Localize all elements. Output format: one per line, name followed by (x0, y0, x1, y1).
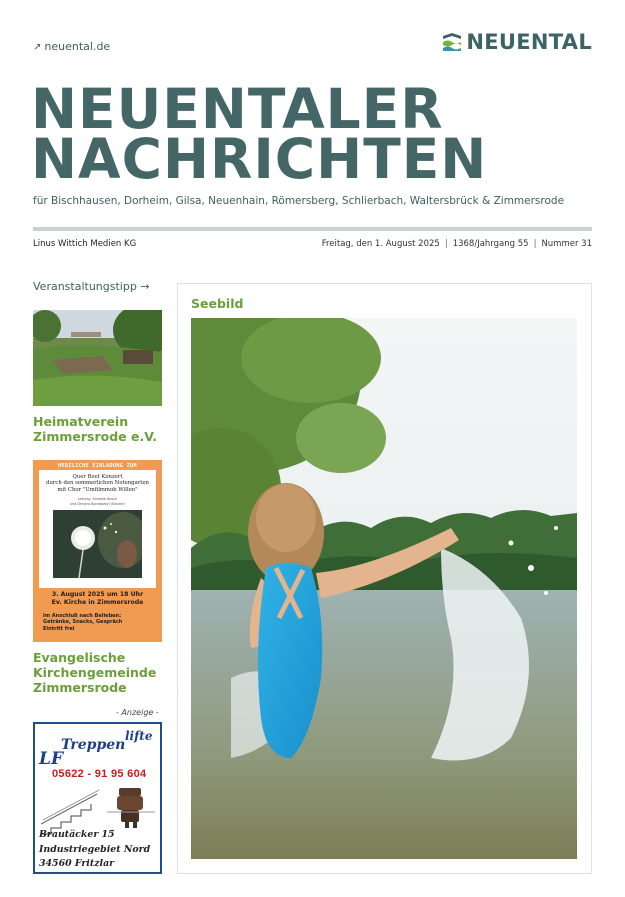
treppenlifte-advertisement[interactable] (33, 722, 162, 874)
lake-child-photo (191, 318, 577, 859)
cover-caption: Seebild (191, 296, 244, 311)
external-link-icon: ↗ (33, 42, 42, 53)
poster-card (39, 470, 156, 588)
issue-volume: 1368/Jahrgang 55 (452, 239, 529, 249)
ad-address-line-1: Brautäcker 15 (39, 829, 115, 840)
kirchengemeinde-title-line-2: Kirchengemeinde (33, 665, 157, 680)
poster-title-line-2: durch den sommerlichen Notengarten (46, 480, 149, 487)
header-divider (33, 227, 592, 231)
ad-address (39, 828, 150, 872)
poster-date-line-1: 3. August 2025 um 18 Uhr (51, 591, 144, 598)
website-link-text: neuental.de (44, 40, 111, 53)
title-line-1: NEUENTALER (31, 77, 444, 141)
kirchengemeinde-title[interactable] (33, 650, 156, 695)
ad-lf-text: LF (39, 749, 64, 769)
ad-treppen-text: Treppen (61, 737, 126, 753)
ad-phone: 05622 - 91 95 604 (52, 768, 147, 780)
poster-credits-line-2: und Dmytro Borodazkyi (Klavier) (69, 501, 126, 506)
poster-note-line-1: Im Anschluß nach Belieben: (43, 613, 122, 619)
website-link[interactable] (33, 40, 110, 53)
kirchengemeinde-title-line-1: Evangelische (33, 650, 126, 665)
newspaper-subtitle: für Bischhausen, Dorheim, Gilsa, Neuenhain, Römersberg, Schlierbach, Waltersbrück & Zimmersrode (33, 195, 565, 207)
newspaper-title (31, 77, 488, 191)
arrow-right-icon: → (140, 280, 150, 293)
issue-number: Nummer 31 (541, 239, 592, 249)
poster-header: HERZLICHE EINLADUNG ZUM (58, 463, 137, 469)
advertisement-label: - Anzeige - (116, 708, 159, 717)
issue-date: Freitag, den 1. August 2025 (321, 239, 440, 249)
issue-info (322, 239, 592, 249)
heimatverein-photo (33, 310, 162, 406)
poster-credits-line-1: Leitung: Annette Bosch (77, 497, 118, 501)
poster-note-line-3: Eintritt frei (43, 625, 75, 632)
heimatverein-title[interactable] (33, 414, 157, 444)
poster-note-line-2: Getränke, Snacks, Gespräch (43, 619, 123, 626)
poster-date-line-2: Ev. Kirche in Zimmersrode (51, 599, 144, 606)
title-line-2: NACHRICHTEN (31, 127, 488, 191)
heimatverein-title-line-2: Zimmersrode e.V. (33, 429, 158, 444)
event-tip-heading (33, 280, 150, 293)
concert-poster (33, 460, 162, 642)
ad-address-line-2: Industriegebiet Nord (39, 843, 151, 855)
kirchengemeinde-title-line-3: Zimmersrode (33, 680, 127, 695)
issue-separator: | (444, 239, 448, 249)
poster-title-line-3: mit Chor "Umfilmmob Willen" (57, 486, 138, 493)
logo-wordmark: NEUENTAL (466, 30, 592, 54)
poster-title-line-1: Quer Beet Konzert (72, 474, 123, 480)
poster-title (39, 474, 156, 493)
dandelion-image (53, 510, 142, 578)
event-tip-label: Veranstaltungstipp (33, 280, 137, 293)
ad-address-line-3: 34560 Fritzlar (39, 858, 115, 869)
neuental-logo (442, 30, 592, 54)
heimatverein-title-line-1: Heimatverein (33, 414, 129, 429)
poster-note (43, 613, 158, 632)
poster-credits (39, 497, 156, 506)
issue-separator: | (533, 239, 537, 249)
publisher-name: Linus Wittich Medien KG (33, 239, 137, 249)
neuental-logo-icon (442, 32, 462, 52)
ad-lifte-text: lifte (125, 729, 153, 743)
poster-date (33, 591, 162, 607)
